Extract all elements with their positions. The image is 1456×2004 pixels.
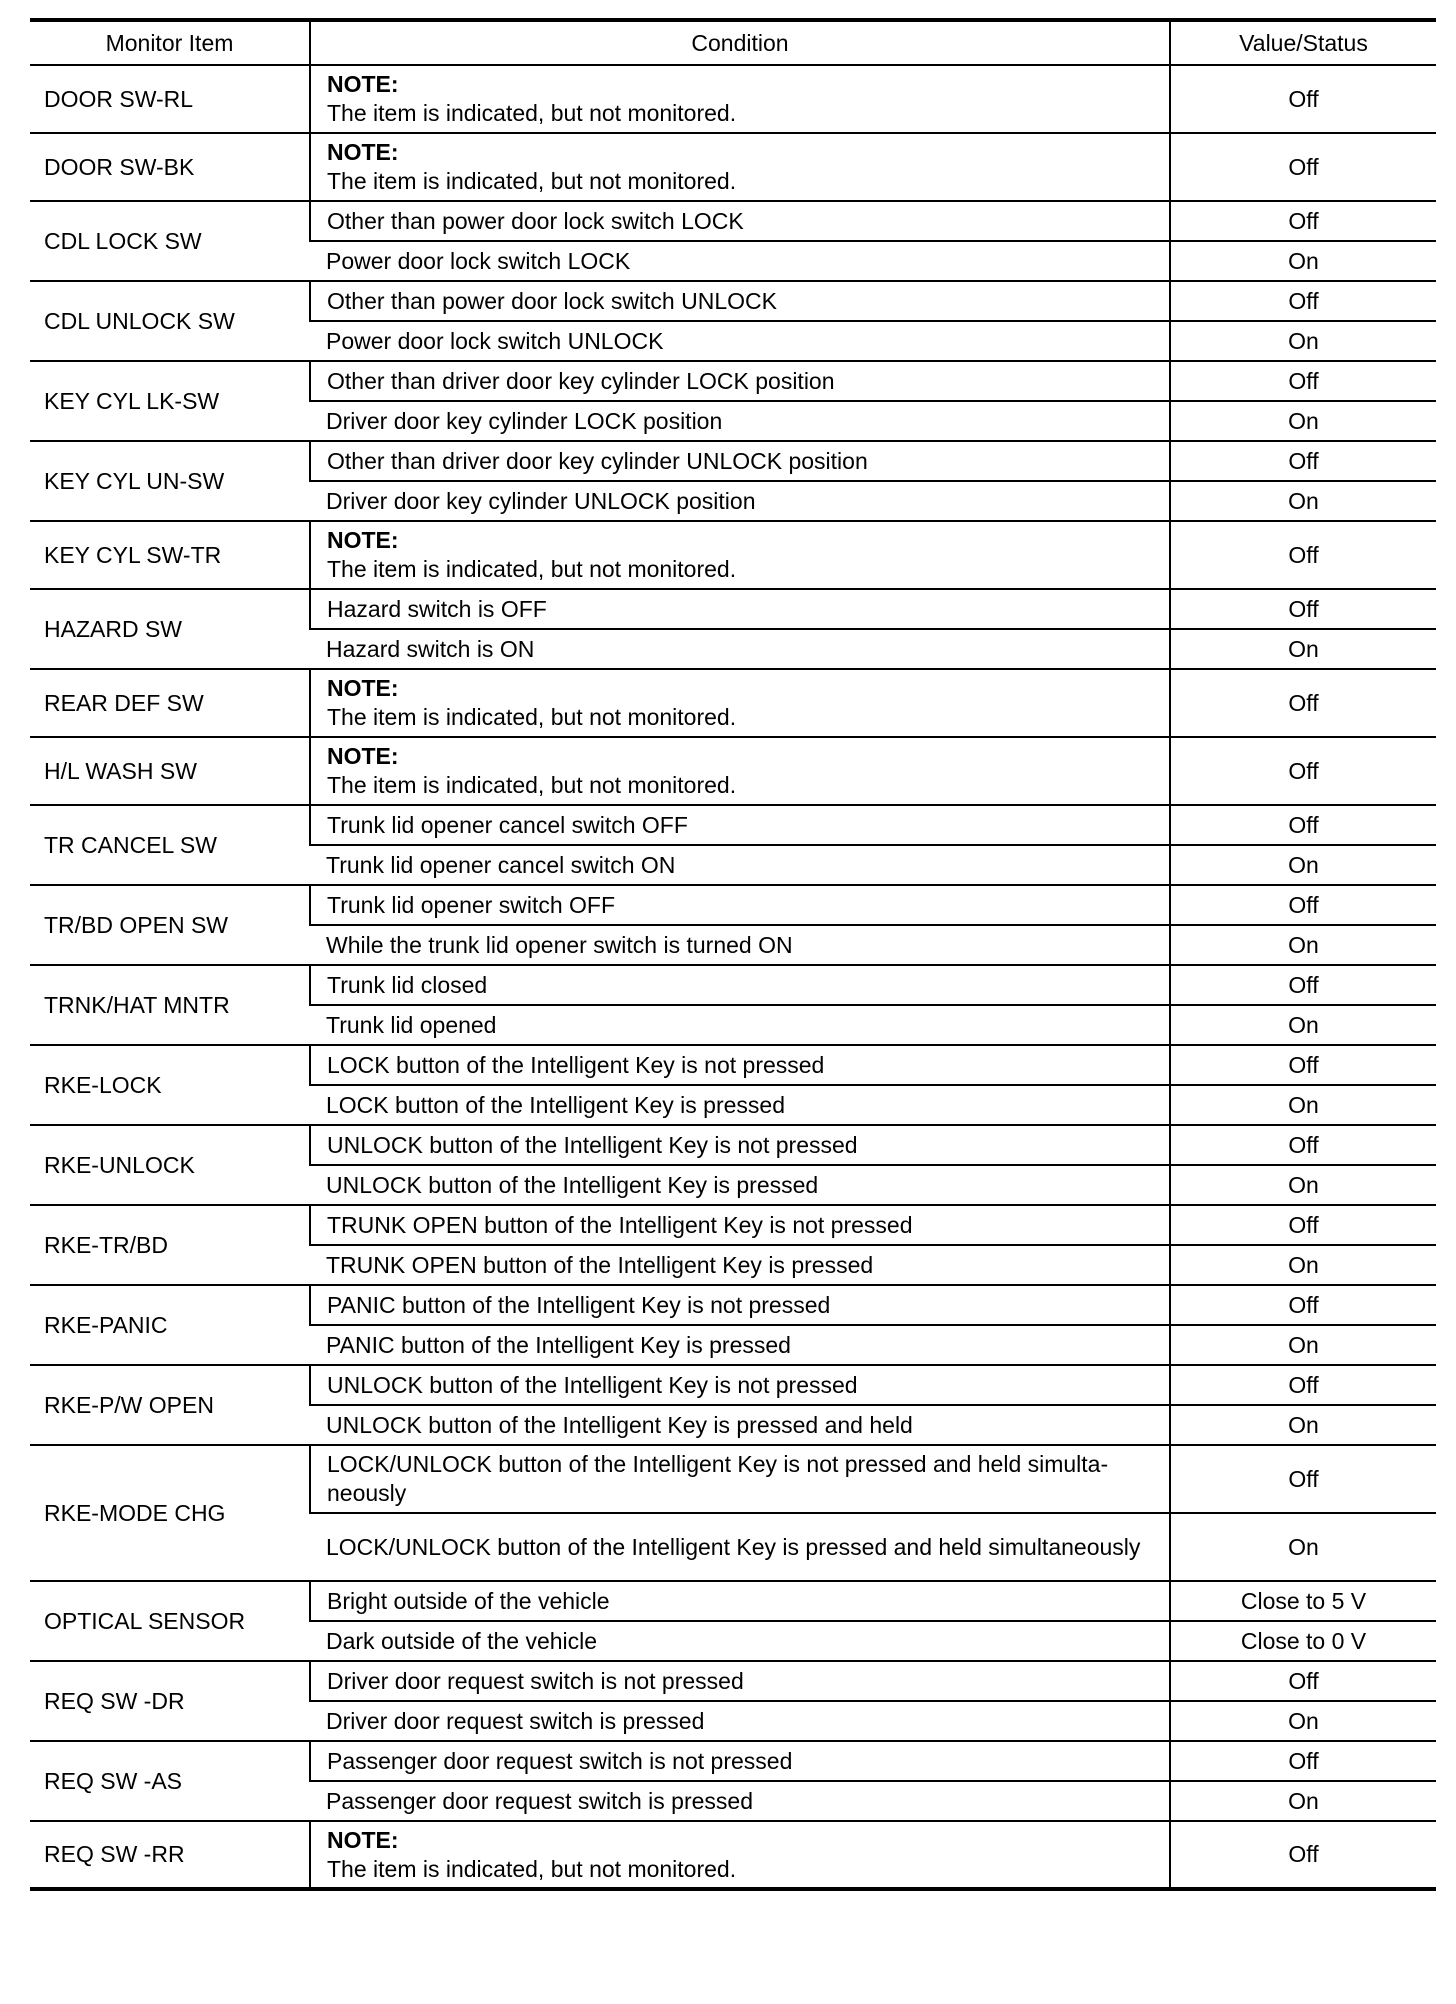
note-text: The item is indicated, but not monitored. [327,1855,737,1882]
condition-text: Power door lock switch UNLOCK [326,327,664,354]
condition-cell [310,925,1170,965]
value-status-cell: Off [1170,1365,1436,1405]
table-row [30,1365,1436,1405]
value-status-cell: On [1170,1781,1436,1821]
condition-text: Driver door request switch is pressed [326,1707,705,1734]
monitor-item-cell: RKE-TR/BD [30,1205,310,1285]
condition-cell [310,441,1170,481]
condition-text: Trunk lid opened [326,1011,497,1038]
condition-text: Other than power door lock switch LOCK [327,207,744,234]
condition-cell [310,1245,1170,1285]
value-status-cell: Off [1170,737,1436,805]
condition-text: UNLOCK button of the Intelligent Key is not pressed [327,1371,858,1398]
monitor-item-cell: REAR DEF SW [30,669,310,737]
condition-cell [310,1165,1170,1205]
note-label: NOTE: [327,71,399,97]
value-status-cell: Close to 0 V [1170,1621,1436,1661]
value-status-cell: Off [1170,441,1436,481]
table-row [30,737,1436,805]
header-value-status: Value/Status [1170,20,1436,65]
monitor-item-cell: CDL UNLOCK SW [30,281,310,361]
condition-text: Driver door key cylinder UNLOCK position [326,487,756,514]
table-row [30,1125,1436,1165]
table-header-row [30,20,1436,65]
value-status-cell: Off [1170,669,1436,737]
condition-text: Bright outside of the vehicle [327,1587,610,1614]
monitor-item-cell: OPTICAL SENSOR [30,1581,310,1661]
note-label: NOTE: [327,743,399,769]
condition-text: Other than driver door key cylinder UNLOCK position [327,447,868,474]
monitor-item-table [30,18,1436,1891]
value-status-cell: On [1170,1513,1436,1581]
monitor-item-cell: HAZARD SW [30,589,310,669]
value-status-cell: Off [1170,1205,1436,1245]
value-status-cell: On [1170,401,1436,441]
value-status-cell: On [1170,1701,1436,1741]
note-text: The item is indicated, but not monitored. [327,100,737,126]
table-row [30,281,1436,321]
monitor-item-cell: DOOR SW-BK [30,133,310,201]
table-row [30,361,1436,401]
table-row [30,1741,1436,1781]
condition-cell [310,1661,1170,1701]
value-status-cell: On [1170,321,1436,361]
value-status-cell: Off [1170,1741,1436,1781]
table-row [30,885,1436,925]
condition-cell [310,1005,1170,1045]
condition-text: Hazard switch is OFF [327,595,547,622]
condition-text: Trunk lid opener cancel switch OFF [327,811,688,838]
monitor-item-cell: RKE-PANIC [30,1285,310,1365]
condition-cell [310,241,1170,281]
monitor-item-cell: RKE-UNLOCK [30,1125,310,1205]
value-status-cell: Off [1170,1045,1436,1085]
note-label: NOTE: [327,675,399,701]
header-condition: Condition [310,20,1170,65]
condition-cell [310,885,1170,925]
condition-text: Other than driver door key cylinder LOCK position [327,367,835,394]
condition-text: LOCK/UNLOCK button of the Intelligent Key is pressed and held simultaneously [326,1533,1141,1560]
value-status-cell: Off [1170,1285,1436,1325]
condition-cell [310,1581,1170,1621]
value-status-cell: Off [1170,361,1436,401]
condition-cell [310,1085,1170,1125]
monitor-item-cell: TR CANCEL SW [30,805,310,885]
condition-cell [310,805,1170,845]
condition-text: LOCK button of the Intelligent Key is pressed [326,1091,785,1118]
table-row [30,65,1436,133]
condition-text: Trunk lid opener switch OFF [327,891,616,918]
condition-cell [310,1621,1170,1661]
condition-text: Driver door key cylinder LOCK position [326,407,723,434]
header-monitor-item: Monitor Item [30,20,310,65]
condition-cell [310,321,1170,361]
table-row [30,521,1436,589]
table-row [30,201,1436,241]
monitor-item-cell: REQ SW -DR [30,1661,310,1741]
condition-text: LOCK button of the Intelligent Key is not pressed [327,1051,825,1078]
value-status-cell: Off [1170,1445,1436,1513]
monitor-item-cell: KEY CYL UN-SW [30,441,310,521]
condition-cell [310,589,1170,629]
condition-cell [310,361,1170,401]
condition-text: TRUNK OPEN button of the Intelligent Key is pressed [326,1251,874,1278]
note-label: NOTE: [327,139,399,165]
monitor-item-cell: RKE-LOCK [30,1045,310,1125]
value-status-cell: On [1170,1245,1436,1285]
value-status-cell: Off [1170,65,1436,133]
monitor-item-cell: TR/BD OPEN SW [30,885,310,965]
condition-cell [310,281,1170,321]
note-label: NOTE: [327,527,399,553]
value-status-cell: On [1170,241,1436,281]
condition-text: UNLOCK button of the Intelligent Key is pressed [326,1171,819,1198]
condition-cell [310,201,1170,241]
table-row [30,1285,1436,1325]
table-row [30,589,1436,629]
condition-text: UNLOCK button of the Intelligent Key is pressed and held [326,1411,913,1438]
condition-text: Trunk lid closed [327,971,488,998]
monitor-item-cell: CDL LOCK SW [30,201,310,281]
table-row [30,1821,1436,1889]
value-status-cell: On [1170,1005,1436,1045]
table-row [30,441,1436,481]
monitor-item-cell: RKE-MODE CHG [30,1445,310,1581]
value-status-cell: Off [1170,521,1436,589]
monitor-item-cell: KEY CYL SW-TR [30,521,310,589]
monitor-table-container [30,18,1436,1891]
value-status-cell: Off [1170,1125,1436,1165]
table-row [30,1581,1436,1621]
value-status-cell: On [1170,1325,1436,1365]
condition-cell [310,737,1170,805]
monitor-item-cell: TRNK/HAT MNTR [30,965,310,1045]
value-status-cell: Off [1170,1821,1436,1889]
condition-cell [310,1701,1170,1741]
value-status-cell: Off [1170,965,1436,1005]
note-label: NOTE: [327,1826,399,1853]
table-body [30,65,1436,1889]
value-status-cell: On [1170,629,1436,669]
condition-cell [310,1365,1170,1405]
table-row [30,669,1436,737]
condition-cell [310,629,1170,669]
value-status-cell: On [1170,925,1436,965]
monitor-item-cell: REQ SW -AS [30,1741,310,1821]
value-status-cell: Off [1170,201,1436,241]
table-row [30,965,1436,1005]
condition-cell [310,1285,1170,1325]
condition-text: Passenger door request switch is not pressed [327,1747,793,1774]
value-status-cell: Off [1170,885,1436,925]
condition-cell [310,669,1170,737]
condition-text: UNLOCK button of the Intelligent Key is not pressed [327,1131,858,1158]
table-row [30,1661,1436,1701]
condition-text: Other than power door lock switch UNLOCK [327,287,777,314]
condition-text: LOCK/UNLOCK button of the Intelligent Key is not pressed and held simulta-neously [327,1451,1109,1506]
condition-cell [310,133,1170,201]
monitor-item-cell: KEY CYL LK-SW [30,361,310,441]
condition-cell [310,1205,1170,1245]
condition-cell [310,1741,1170,1781]
monitor-item-cell: H/L WASH SW [30,737,310,805]
value-status-cell: Close to 5 V [1170,1581,1436,1621]
note-text: The item is indicated, but not monitored. [327,556,737,582]
condition-text: TRUNK OPEN button of the Intelligent Key is not pressed [327,1211,913,1238]
condition-cell [310,521,1170,589]
value-status-cell: On [1170,1405,1436,1445]
condition-text: PANIC button of the Intelligent Key is pressed [326,1331,791,1358]
value-status-cell: On [1170,1165,1436,1205]
table-row [30,1205,1436,1245]
monitor-item-cell: DOOR SW-RL [30,65,310,133]
note-text: The item is indicated, but not monitored. [327,772,737,798]
condition-text: Hazard switch is ON [326,635,535,662]
condition-text: Passenger door request switch is pressed [326,1787,753,1814]
condition-cell [310,1325,1170,1365]
condition-text: Dark outside of the vehicle [326,1627,598,1654]
condition-cell [310,1821,1170,1889]
condition-cell [310,845,1170,885]
monitor-item-cell: REQ SW -RR [30,1821,310,1889]
note-text: The item is indicated, but not monitored. [327,168,737,194]
condition-text: Driver door request switch is not pressed [327,1667,744,1694]
condition-cell [310,401,1170,441]
value-status-cell: Off [1170,281,1436,321]
value-status-cell: Off [1170,589,1436,629]
condition-text: Power door lock switch LOCK [326,247,631,274]
value-status-cell: On [1170,1085,1436,1125]
table-row [30,1445,1436,1513]
value-status-cell: Off [1170,133,1436,201]
table-row [30,133,1436,201]
condition-text: While the trunk lid opener switch is turned ON [326,931,793,958]
condition-cell [310,1513,1170,1581]
value-status-cell: Off [1170,1661,1436,1701]
condition-cell [310,1781,1170,1821]
condition-cell [310,1405,1170,1445]
condition-cell [310,1445,1170,1513]
monitor-item-cell: RKE-P/W OPEN [30,1365,310,1445]
value-status-cell: On [1170,845,1436,885]
condition-cell [310,1125,1170,1165]
condition-text: PANIC button of the Intelligent Key is not pressed [327,1291,831,1318]
value-status-cell: On [1170,481,1436,521]
condition-text: Trunk lid opener cancel switch ON [326,851,676,878]
condition-cell [310,965,1170,1005]
note-text: The item is indicated, but not monitored. [327,704,737,730]
table-row [30,805,1436,845]
table-row [30,1045,1436,1085]
value-status-cell: Off [1170,805,1436,845]
condition-cell [310,481,1170,521]
condition-cell [310,65,1170,133]
condition-cell [310,1045,1170,1085]
